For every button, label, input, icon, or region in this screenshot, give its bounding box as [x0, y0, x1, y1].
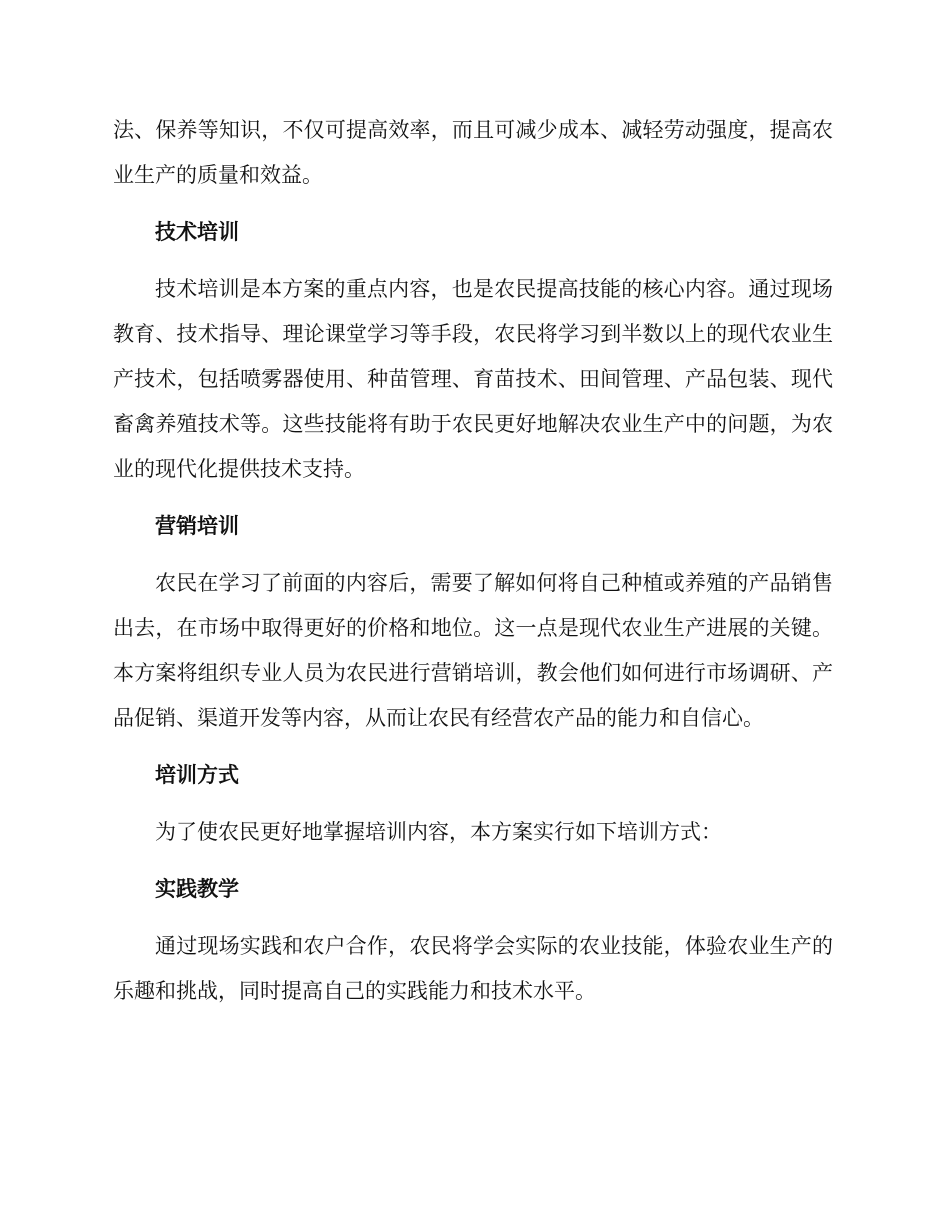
paragraph-maintenance-continued: 法、保养等知识，不仅可提高效率，而且可减少成本、减轻劳动强度，提高农业生产的质量和效益。 [113, 118, 833, 187]
heading-training-methods: 培训方式 [155, 763, 239, 787]
heading-technical-training: 技术培训 [155, 220, 239, 244]
document-page [113, 108, 833, 1026]
paragraph-technical-training: 技术培训是本方案的重点内容，也是农民提高技能的核心内容。通过现场教育、技术指导、理论课堂学习等手段，农民将学习到半数以上的现代农业生产技术，包括喷雾器使用、种苗管理、育苗技术、田间管理、产品包装、现代畜禽养殖技术等。这些技能将有助于农民更好地解决农业生产中的问题，为农业的现代化提供技术支持。 [113, 277, 833, 481]
heading-practical-teaching: 实践教学 [155, 877, 239, 901]
paragraph-training-methods: 为了使农民更好地掌握培训内容，本方案实行如下培训方式： [155, 820, 722, 844]
paragraph-practical-teaching: 通过现场实践和农户合作，农民将学会实际的农业技能，体验农业生产的乐趣和挑战，同时提高自己的实践能力和技术水平。 [113, 934, 833, 1003]
paragraph-marketing-training: 农民在学习了前面的内容后，需要了解如何将自己种植或养殖的产品销售出去，在市场中取得更好的价格和地位。这一点是现代农业生产进展的关键。本方案将组织专业人员为农民进行营销培训，教会他们如何进行市场调研、产品促销、渠道开发等内容，从而让农民有经营农产品的能力和自信心。 [113, 571, 833, 730]
heading-marketing-training: 营销培训 [155, 514, 239, 538]
